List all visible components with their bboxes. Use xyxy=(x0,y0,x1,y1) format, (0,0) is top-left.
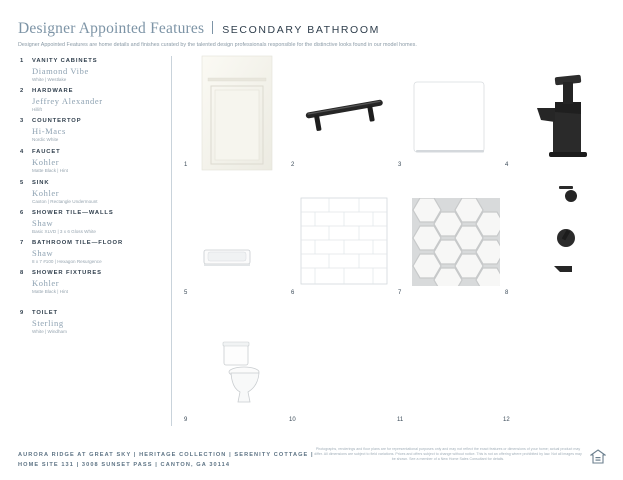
floor-tile-image xyxy=(410,196,504,288)
grid-number: 2 xyxy=(291,162,295,168)
grid-number: 1 xyxy=(184,162,188,168)
spec-number: 2 xyxy=(20,88,24,94)
room-subtitle: SECONDARY BATHROOM xyxy=(222,24,380,36)
grid-number: 10 xyxy=(289,417,296,423)
spec-detail: Nordic White xyxy=(32,137,59,142)
spec-brand: Kohler xyxy=(32,278,60,288)
footer-line-1: AURORA RIDGE AT GREAT SKY | HERITAGE COLLECTION | SERENITY COTTAGE | xyxy=(18,452,314,458)
spec-category: TOILET xyxy=(32,310,58,316)
spec-brand: Diamond Vibe xyxy=(32,66,89,76)
footer-line-2: HOME SITE 131 | 3008 SUNSET PASS | CANTON, GA 30114 xyxy=(18,462,231,468)
spec-brand: Jeffrey Alexander xyxy=(32,96,103,106)
legal-disclaimer: Photographs, renderings and floor plans are for representational purposes only and may not reflect the exact features or dimensions of your home; actual product may differ. All dimensions are subject to field variations. Prices and offers subject to change without notice. This is not an offering where prohibited by law. Not all images may be shown. See a member of a New Home Sales Consultant for details. xyxy=(314,447,582,462)
spec-brand: Shaw xyxy=(32,218,54,228)
spec-number: 8 xyxy=(20,270,24,276)
spec-category: SHOWER FIXTURES xyxy=(32,270,102,276)
grid-number: 11 xyxy=(397,417,404,423)
countertop-sample-image xyxy=(412,80,488,156)
grid-number: 6 xyxy=(291,290,295,296)
community-address xyxy=(18,450,314,470)
page-header xyxy=(18,20,618,48)
title-row xyxy=(18,20,618,38)
grid-number: 8 xyxy=(505,290,509,296)
equal-housing-icon xyxy=(590,449,606,465)
shower-fixtures-image xyxy=(544,180,584,280)
spec-brand: Shaw xyxy=(32,248,54,258)
grid-number: 12 xyxy=(503,417,510,423)
spec-number: 3 xyxy=(20,118,24,124)
spec-number: 1 xyxy=(20,58,24,64)
grid-number: 4 xyxy=(505,162,509,168)
grid-number: 7 xyxy=(398,290,402,296)
spec-detail: White | Windham xyxy=(32,329,67,334)
spec-detail: 8 x 7 #100 | Hexagon Resurgence xyxy=(32,259,102,264)
spec-category: FAUCET xyxy=(32,149,61,155)
spec-number: 9 xyxy=(20,310,24,316)
vanity-cabinet-image xyxy=(200,54,274,172)
spec-brand: Kohler xyxy=(32,188,60,198)
spec-number: 4 xyxy=(20,149,24,155)
spec-category: COUNTERTOP xyxy=(32,118,82,124)
grid-number: 3 xyxy=(398,162,402,168)
shower-wall-tile-image xyxy=(299,196,391,288)
sink-image xyxy=(198,244,258,274)
grid-number: 9 xyxy=(184,417,188,423)
spec-detail: White | Westlake xyxy=(32,77,67,82)
spec-detail: Basic XLVD | 3 x 6 Gloss White xyxy=(32,229,96,234)
spec-category: VANITY CABINETS xyxy=(32,58,98,64)
intro-text: Designer Appointed Features are home details and finishes curated by the talented design professionals responsible for the distinctive looks found in our model homes. xyxy=(18,42,417,48)
spec-detail: Hillift xyxy=(32,107,42,112)
page-title: Designer Appointed Features xyxy=(18,20,205,37)
title-separator xyxy=(212,21,213,34)
spec-category: BATHROOM TILE—FLOOR xyxy=(32,240,124,246)
spec-brand: Sterling xyxy=(32,318,64,328)
toilet-image xyxy=(218,340,264,406)
column-divider xyxy=(171,56,172,426)
spec-brand: Kohler xyxy=(32,157,60,167)
spec-detail: Matte Black | Hint xyxy=(32,289,68,294)
faucet-image xyxy=(525,72,615,162)
spec-detail: Matte Black | Hint xyxy=(32,168,68,173)
grid-number: 5 xyxy=(184,290,188,296)
spec-category: SHOWER TILE—WALLS xyxy=(32,210,114,216)
spec-brand: Hi-Macs xyxy=(32,126,66,136)
spec-detail: Caxton | Rectangle Undermount xyxy=(32,199,98,204)
spec-category: HARDWARE xyxy=(32,88,74,94)
spec-category: SINK xyxy=(32,180,50,186)
hardware-pull-image xyxy=(300,88,390,138)
spec-number: 6 xyxy=(20,210,24,216)
spec-number: 7 xyxy=(20,240,24,246)
spec-number: 5 xyxy=(20,180,24,186)
